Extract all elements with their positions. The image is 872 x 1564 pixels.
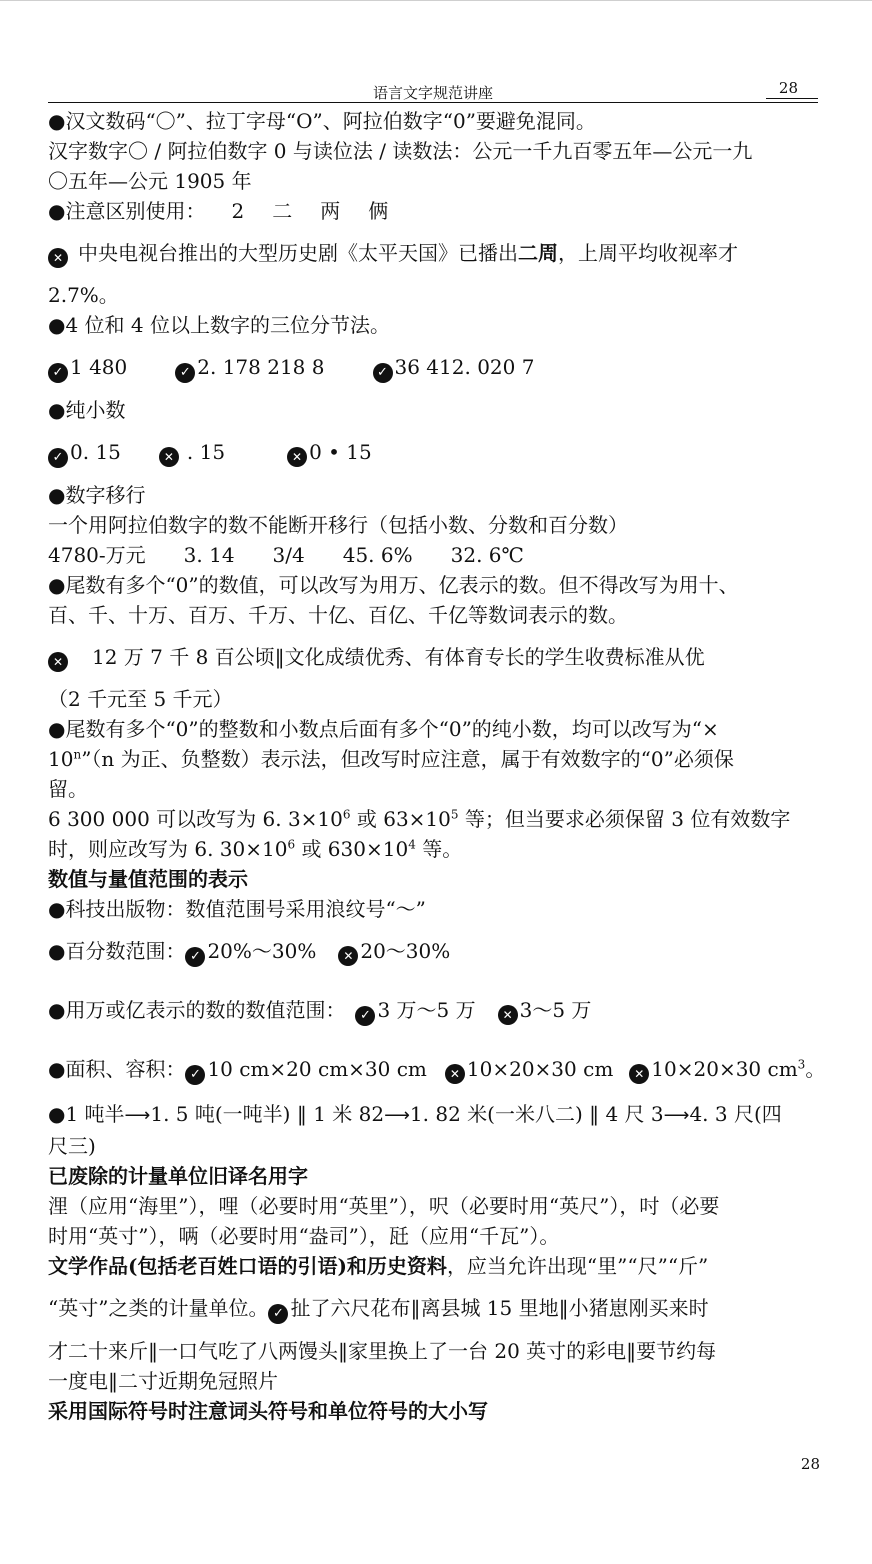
header-page-number: 28	[778, 79, 798, 97]
line-text: 等。	[415, 837, 463, 861]
cross-circle-icon: ✕	[445, 1064, 465, 1084]
long-right-arrow-icon: ⟶	[384, 1105, 410, 1126]
bold-text: 二周	[518, 241, 558, 265]
line-text: 10	[48, 747, 74, 771]
bullet: ●	[48, 998, 66, 1022]
line-text: “英寸”之类的计量单位。	[48, 1296, 269, 1320]
bullet: ●	[48, 199, 66, 223]
text-line	[48, 480, 824, 510]
bullet: ●	[48, 313, 66, 337]
check-circle-icon: ✓	[48, 363, 68, 383]
example-item: 3/4	[272, 543, 305, 567]
line-text: 尾数有多个“0”的整数和小数点后面有多个“0”的纯小数，均可以改写为“×	[65, 717, 719, 741]
cross-circle-icon: ✕	[629, 1064, 649, 1084]
bullet: ●	[48, 398, 66, 422]
bullet: ●	[48, 109, 66, 133]
cross-circle-icon: ✕	[48, 652, 68, 672]
text-line	[48, 1293, 824, 1324]
header-page-underline	[766, 98, 818, 99]
text-line: 时用“英寸”），唡（必要时用“盎司”），瓩（应用“千瓦”）。	[48, 1224, 560, 1248]
line-text: 1 吨半	[65, 1102, 125, 1126]
example-item: 4780-万元	[48, 543, 146, 567]
bold-text: 文学作品(包括老百姓口语的引语)和历史资料	[48, 1254, 447, 1278]
line-text: 纯小数	[65, 398, 126, 422]
text-line: 汉字数字〇 / 阿拉伯数字 0 与读位法 / 读数法：公元一千九百零五年—公元一九	[48, 139, 753, 163]
example-item: 3. 14	[183, 543, 235, 567]
example-item: . 15	[186, 440, 226, 464]
superscript: 4	[408, 837, 416, 852]
line-text: 扯了六尺花布‖离县城 15 里地‖小猪崽刚买来时	[290, 1296, 709, 1320]
section-heading: 已废除的计量单位旧译名用字	[48, 1164, 308, 1188]
check-circle-icon: ✓	[185, 947, 205, 967]
line-text: 6 300 000 可以改写为 6. 3×10	[48, 807, 343, 831]
text-line: 〇五年—公元 1905 年	[48, 169, 252, 193]
text-line	[48, 1099, 824, 1131]
text-line: 一度电‖二寸近期免冠照片	[48, 1369, 278, 1393]
text-line: （2 千元至 5 千元）	[48, 687, 233, 711]
line-text: 。	[805, 1057, 826, 1081]
long-right-arrow-icon: ⟶	[663, 1105, 690, 1126]
text-line	[48, 106, 824, 136]
long-right-arrow-icon: ⟶	[124, 1105, 151, 1126]
line-text: 时，则应改写为 6. 30×10	[48, 837, 288, 861]
check-circle-icon: ✓	[355, 1006, 375, 1026]
line-text: 1. 5 吨(一吨半) ‖ 1 米 82	[150, 1102, 385, 1126]
text-line	[48, 437, 824, 468]
example-item: 45. 6%	[342, 543, 413, 567]
superscript: 6	[342, 807, 351, 822]
text-line	[48, 540, 824, 570]
example-item: 10×20×30 cm	[466, 1057, 614, 1081]
text-line	[48, 1251, 824, 1281]
text-line	[48, 834, 824, 864]
example-item: 10×20×30 cm	[651, 1057, 798, 1081]
text-line: 尺三)	[48, 1134, 96, 1158]
line-text: 中央电视台推出的大型历史剧《太平天国》已播出	[78, 241, 518, 265]
text-line	[48, 936, 824, 967]
text-line	[48, 1054, 824, 1085]
check-circle-icon: ✓	[268, 1304, 288, 1324]
line-text: 等；但当要求必须保留 3 位有效数字	[458, 807, 791, 831]
text-line: 百、千、十万、百万、千万、十亿、百亿、千亿等数词表示的数。	[48, 603, 628, 627]
example-item: 36 412. 020 7	[394, 355, 535, 379]
text-line	[48, 744, 824, 774]
line-text: 用万或亿表示的数的数值范围：	[65, 998, 346, 1022]
text-line	[48, 570, 824, 600]
check-circle-icon: ✓	[175, 363, 195, 383]
example-item: 二	[272, 199, 293, 223]
check-circle-icon: ✓	[185, 1065, 205, 1085]
example-item: 32. 6℃	[450, 543, 524, 567]
example-item: 2	[231, 199, 245, 223]
text-line	[48, 804, 824, 834]
bullet: ●	[48, 717, 66, 741]
line-text: ，应当允许出现“里”“尺”“斤”	[446, 1254, 709, 1278]
example-item: 10 cm×20 cm×30 cm	[207, 1057, 427, 1081]
cross-circle-icon: ✕	[48, 248, 68, 268]
section-heading: 数值与量值范围的表示	[48, 867, 248, 891]
example-item: 0 • 15	[309, 440, 372, 464]
line-text: 或 63×10	[350, 807, 451, 831]
text-line	[48, 196, 824, 226]
text-line	[48, 714, 824, 744]
cross-circle-icon: ✕	[159, 447, 179, 467]
bullet: ●	[48, 939, 66, 963]
bullet: ●	[48, 897, 66, 921]
text-line	[48, 352, 824, 383]
example-item: 2. 178 218 8	[197, 355, 325, 379]
line-text: 1. 82 米(一米八二) ‖ 4 尺 3	[409, 1102, 664, 1126]
line-text: 汉文数码“〇”、拉丁字母“O”、阿拉伯数字“0”要避免混同。	[65, 109, 596, 133]
check-circle-icon: ✓	[48, 448, 68, 468]
superscript: 6	[287, 837, 296, 852]
line-text: 4 位和 4 位以上数字的三位分节法。	[65, 313, 390, 337]
text-line: 2.7%。	[48, 283, 119, 307]
footer-page-number: 28	[800, 1455, 820, 1473]
text-line	[48, 238, 824, 268]
line-text: 百分数范围：	[65, 939, 186, 963]
page-body	[48, 106, 824, 1426]
line-text: 面积、容积：	[65, 1057, 186, 1081]
line-text: 数字移行	[65, 483, 146, 507]
superscript: n	[73, 747, 82, 762]
line-text: 尾数有多个“0”的数值，可以改写为用万、亿表示的数。但不得改写为用十、	[65, 573, 739, 597]
cross-circle-icon: ✕	[287, 447, 307, 467]
text-line	[48, 395, 824, 425]
cross-circle-icon: ✕	[498, 1005, 518, 1025]
section-heading: 采用国际符号时注意词头符号和单位符号的大小写	[48, 1399, 488, 1423]
text-line	[48, 310, 824, 340]
cross-circle-icon: ✕	[338, 946, 358, 966]
example-item: 20%～30%	[207, 939, 317, 963]
text-line: 一个用阿拉伯数字的数不能断开移行（包括小数、分数和百分数）	[48, 513, 628, 537]
text-line	[48, 894, 824, 924]
bullet: ●	[48, 1057, 66, 1081]
bullet: ●	[48, 1102, 66, 1126]
example-item: 俩	[368, 199, 389, 223]
check-circle-icon: ✓	[373, 363, 393, 383]
example-item: 两	[320, 199, 341, 223]
example-item: 1 480	[70, 355, 128, 379]
example-item: 0. 15	[70, 440, 121, 464]
header-title: 语言文字规范讲座	[372, 84, 493, 102]
superscript: 5	[450, 807, 459, 822]
top-border	[0, 0, 872, 1]
page-header	[48, 78, 818, 104]
line-text: 12 万 7 千 8 百公顷‖文化成绩优秀、有体育专长的学生收费标准从优	[92, 645, 705, 669]
example-item: 3～5 万	[519, 998, 592, 1022]
line-text: 科技出版物：数值范围号采用浪纹号“～”	[65, 897, 426, 921]
line-text: ，上周平均收视率才	[558, 241, 738, 265]
text-line	[48, 995, 824, 1026]
line-text: 或 630×10	[295, 837, 409, 861]
example-item: 20～30%	[360, 939, 451, 963]
example-item: 3 万～5 万	[377, 998, 476, 1022]
text-line	[48, 642, 824, 672]
line-text: 4. 3 尺(四	[689, 1102, 782, 1126]
superscript: 3	[797, 1057, 806, 1072]
text-line: 才二十来斤‖一口气吃了八两馒头‖家里换上了一台 20 英寸的彩电‖要节约每	[48, 1339, 717, 1363]
text-line: 浬（应用“海里”），哩（必要时用“英里”），呎（必要时用“英尺”），吋（必要	[48, 1194, 720, 1218]
line-text: ”（n 为正、负整数）表示法，但改写时应注意，属于有效数字的“0”必须保	[81, 747, 734, 771]
text-line: 留。	[48, 777, 88, 801]
bullet: ●	[48, 483, 66, 507]
bullet: ●	[48, 573, 66, 597]
line-text: 注意区别使用：	[65, 199, 206, 223]
header-rule	[48, 102, 818, 103]
